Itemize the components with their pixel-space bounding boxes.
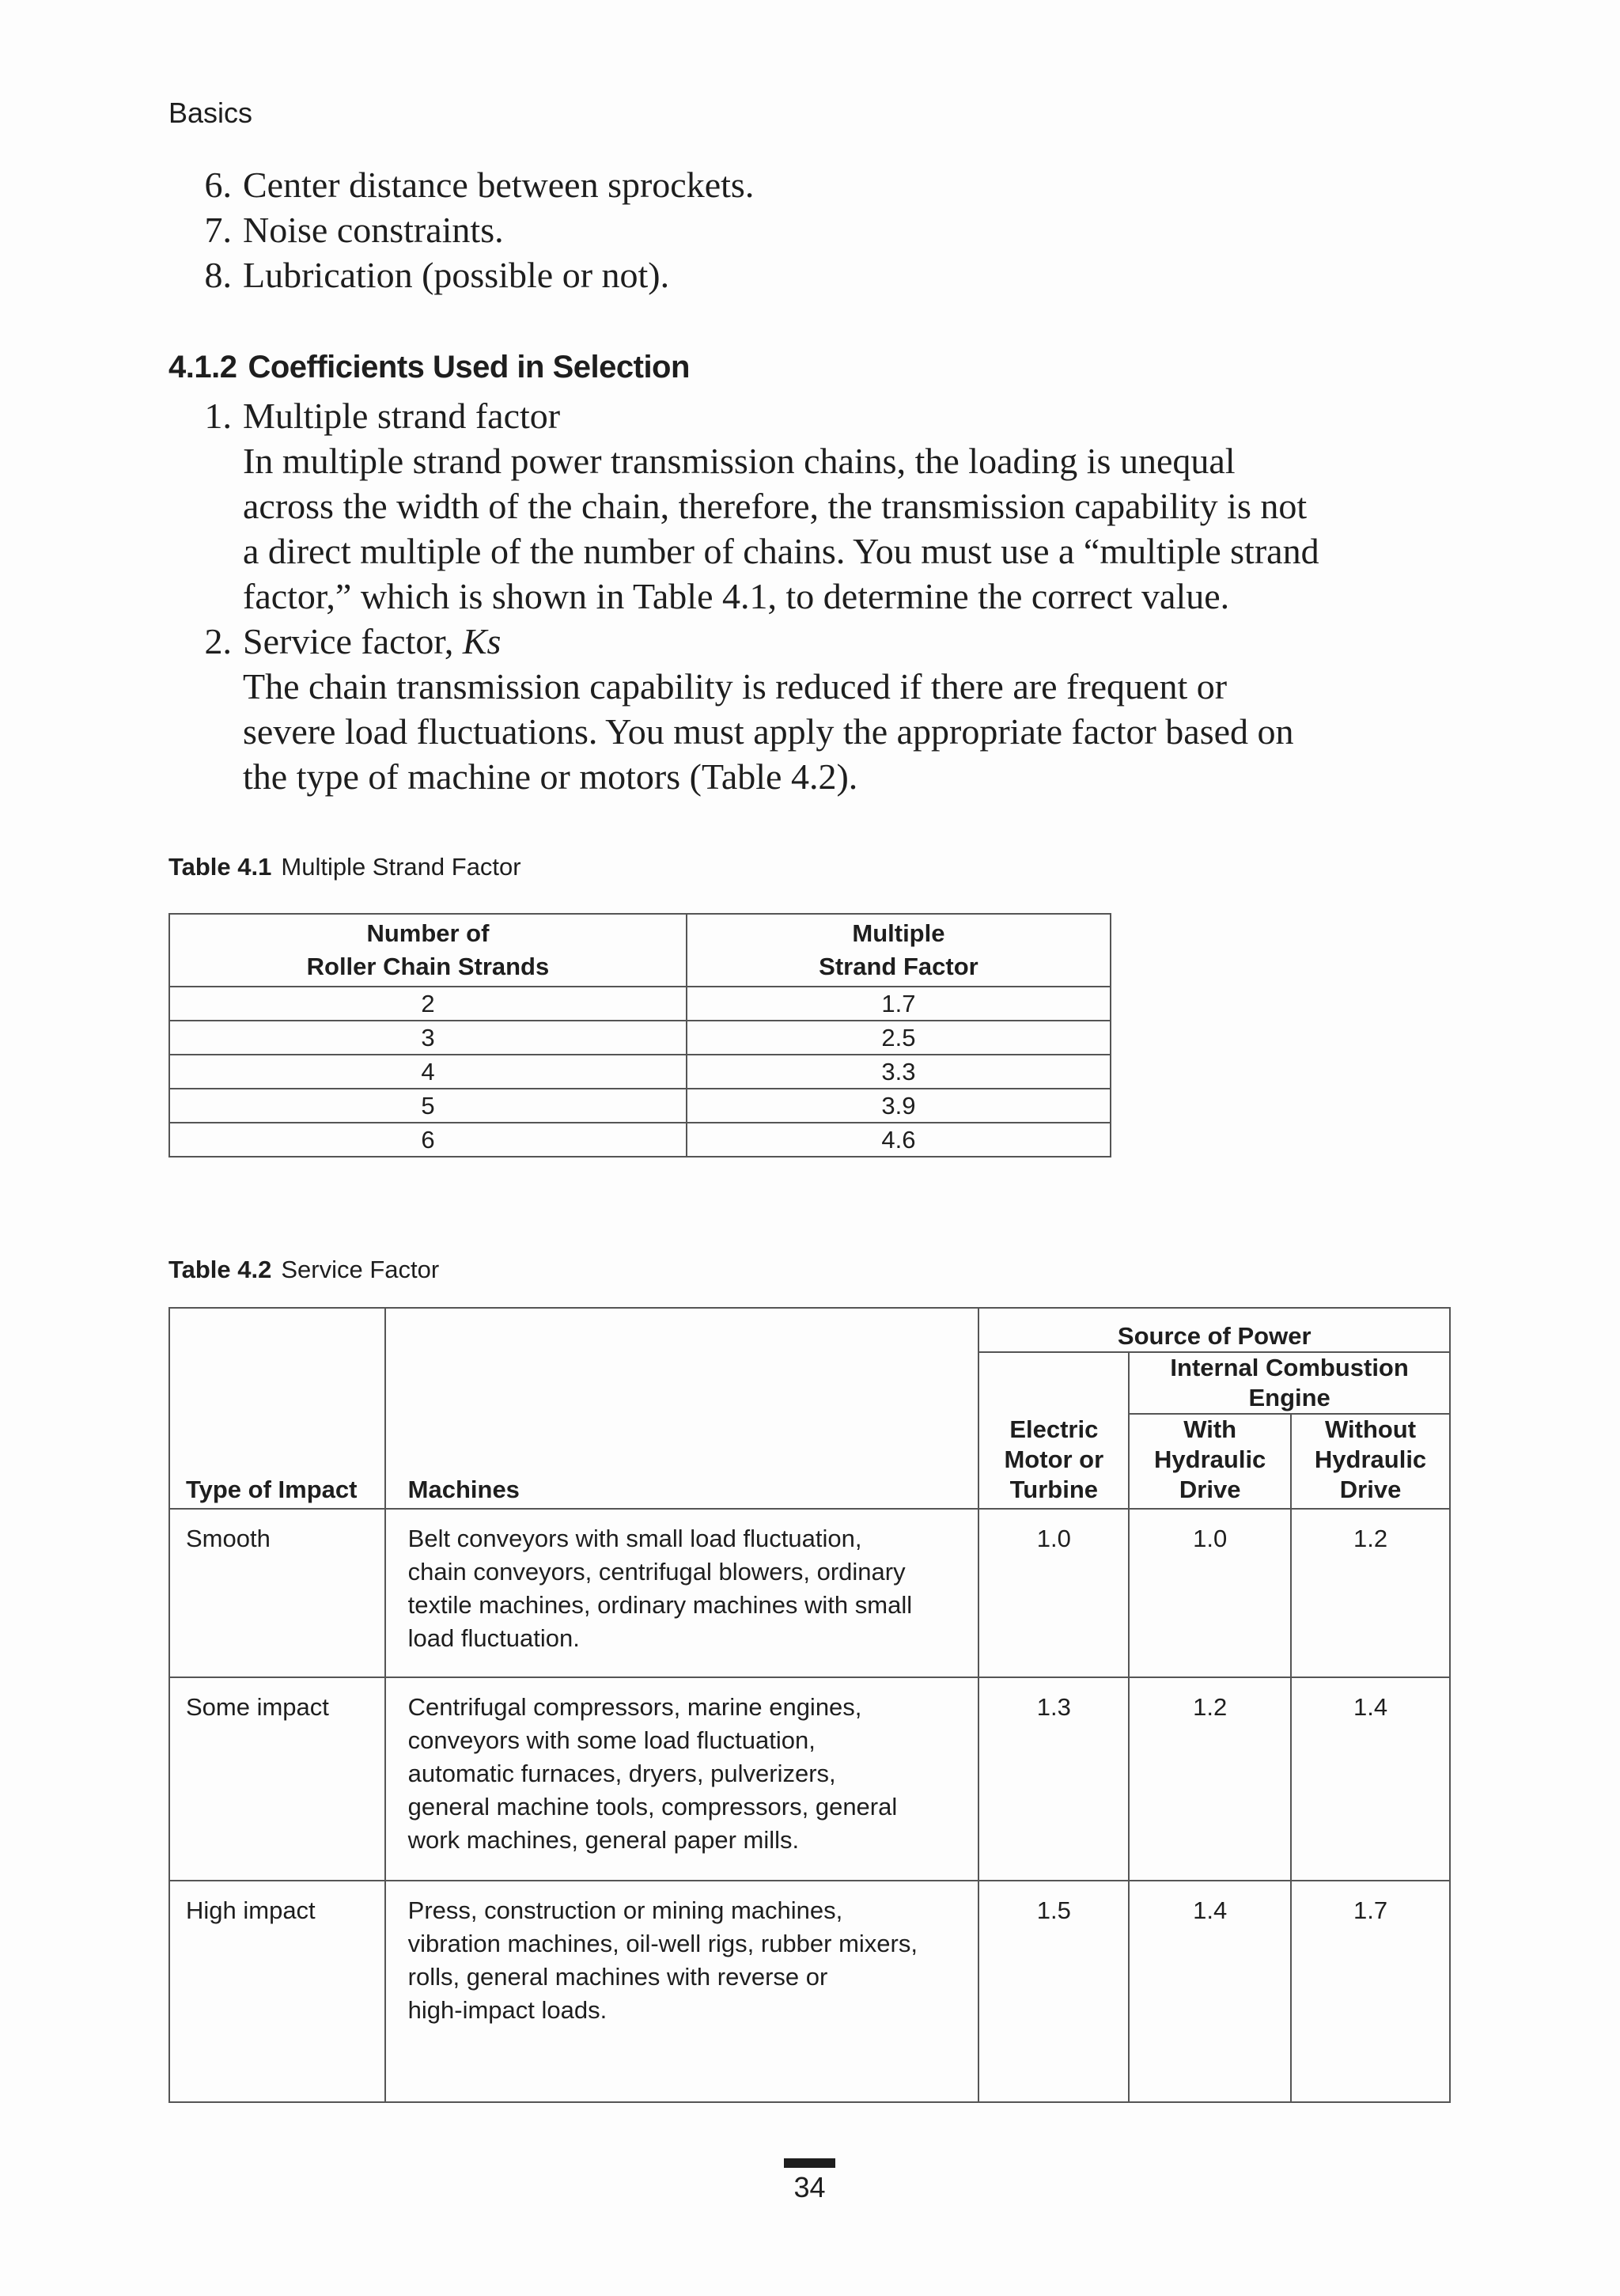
table2-caption bbox=[168, 1256, 439, 1284]
table-row bbox=[169, 1677, 1450, 1881]
paragraph-line: The chain transmission capability is reduced if there are frequent or bbox=[243, 666, 1228, 707]
table1-title: Multiple Strand Factor bbox=[281, 853, 521, 881]
paragraph bbox=[243, 664, 1466, 799]
electric-cell: 1.3 bbox=[978, 1677, 1129, 1881]
electric-cell: 1.5 bbox=[978, 1881, 1129, 2102]
list-item bbox=[168, 252, 1466, 297]
machines-cell: Centrifugal compressors, marine engines, conveyors with some load fluctuation, automatic furnaces, dryers, pulverizers, general machine tools, compressors, general work machines, general paper mills. bbox=[385, 1677, 979, 1881]
strands-cell: 6 bbox=[169, 1123, 687, 1157]
item-title: Service factor, Ks bbox=[243, 621, 502, 661]
item-text: Lubrication (possible or not). bbox=[243, 255, 670, 295]
paragraph-line: In multiple strand power transmission chains, the loading is unequal bbox=[243, 441, 1236, 481]
table1-label: Table 4.1 bbox=[168, 853, 272, 881]
item-text: Noise constraints. bbox=[243, 210, 504, 250]
ks-symbol: Ks bbox=[462, 621, 502, 661]
electric-cell: 1.0 bbox=[978, 1509, 1129, 1677]
running-head: Basics bbox=[168, 97, 253, 129]
with-hydraulic-cell: 1.0 bbox=[1129, 1509, 1291, 1677]
header-source-of-power: Source of Power bbox=[978, 1308, 1450, 1352]
table-row bbox=[169, 1881, 1450, 2102]
factor-cell: 3.3 bbox=[687, 1055, 1111, 1089]
service-factor-table bbox=[168, 1307, 1451, 2103]
item-number: 8. bbox=[204, 255, 232, 295]
item-number: 1. bbox=[204, 396, 232, 436]
table2-label: Table 4.2 bbox=[168, 1256, 272, 1283]
page-number: 34 bbox=[793, 2171, 826, 2203]
header-electric: Electric Motor or Turbine bbox=[978, 1352, 1129, 1509]
continued-list bbox=[168, 162, 1466, 297]
item-text: Center distance between sprockets. bbox=[243, 165, 755, 205]
with-hydraulic-cell: 1.2 bbox=[1129, 1677, 1291, 1881]
header-with-hydraulic: With Hydraulic Drive bbox=[1129, 1414, 1291, 1509]
section-number: 4.1.2 bbox=[168, 350, 237, 385]
header-type-of-impact: Type of Impact bbox=[169, 1308, 385, 1509]
footer-bar bbox=[784, 2158, 835, 2168]
table-row bbox=[169, 1089, 1111, 1123]
header-without-hydraulic: Without Hydraulic Drive bbox=[1291, 1414, 1450, 1509]
header-machines: Machines bbox=[385, 1308, 979, 1509]
machines-cell: Belt conveyors with small load fluctuation, chain conveyors, centrifugal blowers, ordinary textile machines, ordinary machines with small load fluctuation. bbox=[385, 1509, 979, 1677]
section-heading bbox=[168, 350, 690, 385]
paragraph-line: a direct multiple of the number of chains. You must use a “multiple strand bbox=[243, 531, 1319, 571]
factor-cell: 4.6 bbox=[687, 1123, 1111, 1157]
paragraph-line: across the width of the chain, therefore, the transmission capability is not bbox=[243, 486, 1308, 526]
impact-cell: Smooth bbox=[169, 1509, 385, 1677]
header-factor: Multiple Strand Factor bbox=[687, 914, 1111, 987]
factor-cell: 3.9 bbox=[687, 1089, 1111, 1123]
without-hydraulic-cell: 1.2 bbox=[1291, 1509, 1450, 1677]
paragraph-line: factor,” which is shown in Table 4.1, to determine the correct value. bbox=[243, 576, 1230, 616]
paragraph-line: the type of machine or motors (Table 4.2). bbox=[243, 756, 858, 797]
item-number: 2. bbox=[204, 621, 232, 661]
table-row bbox=[169, 1509, 1450, 1677]
table-row bbox=[169, 1055, 1111, 1089]
multiple-strand-factor-table bbox=[168, 913, 1111, 1157]
with-hydraulic-cell: 1.4 bbox=[1129, 1881, 1291, 2102]
table-header-row bbox=[169, 1308, 1450, 1352]
strands-cell: 2 bbox=[169, 987, 687, 1021]
impact-cell: High impact bbox=[169, 1881, 385, 2102]
list-item bbox=[168, 162, 1466, 207]
list-item bbox=[168, 393, 1466, 438]
impact-cell: Some impact bbox=[169, 1677, 385, 1881]
list-item bbox=[168, 207, 1466, 252]
factor-cell: 1.7 bbox=[687, 987, 1111, 1021]
without-hydraulic-cell: 1.7 bbox=[1291, 1881, 1450, 2102]
item-title: Multiple strand factor bbox=[243, 396, 561, 436]
table-row bbox=[169, 1123, 1111, 1157]
factor-cell: 2.5 bbox=[687, 1021, 1111, 1055]
table-header-row bbox=[169, 914, 1111, 987]
strands-cell: 4 bbox=[169, 1055, 687, 1089]
table-row bbox=[169, 987, 1111, 1021]
item-number: 7. bbox=[204, 210, 232, 250]
section-title: Coefficients Used in Selection bbox=[248, 350, 690, 385]
without-hydraulic-cell: 1.4 bbox=[1291, 1677, 1450, 1881]
table-row bbox=[169, 1021, 1111, 1055]
strands-cell: 3 bbox=[169, 1021, 687, 1055]
header-internal-combustion-engine: Internal Combustion Engine bbox=[1129, 1352, 1450, 1414]
table1-caption bbox=[168, 853, 521, 881]
coefficient-list bbox=[168, 393, 1466, 799]
paragraph-line: severe load fluctuations. You must apply the appropriate factor based on bbox=[243, 711, 1294, 752]
strands-cell: 5 bbox=[169, 1089, 687, 1123]
paragraph bbox=[243, 438, 1466, 619]
item-number: 6. bbox=[204, 165, 232, 205]
table2-title: Service Factor bbox=[281, 1256, 440, 1283]
header-strands: Number of Roller Chain Strands bbox=[169, 914, 687, 987]
machines-cell: Press, construction or mining machines, vibration machines, oil-well rigs, rubber mixers, rolls, general machines with reverse or high-impact loads. bbox=[385, 1881, 979, 2102]
list-item bbox=[168, 619, 1466, 664]
